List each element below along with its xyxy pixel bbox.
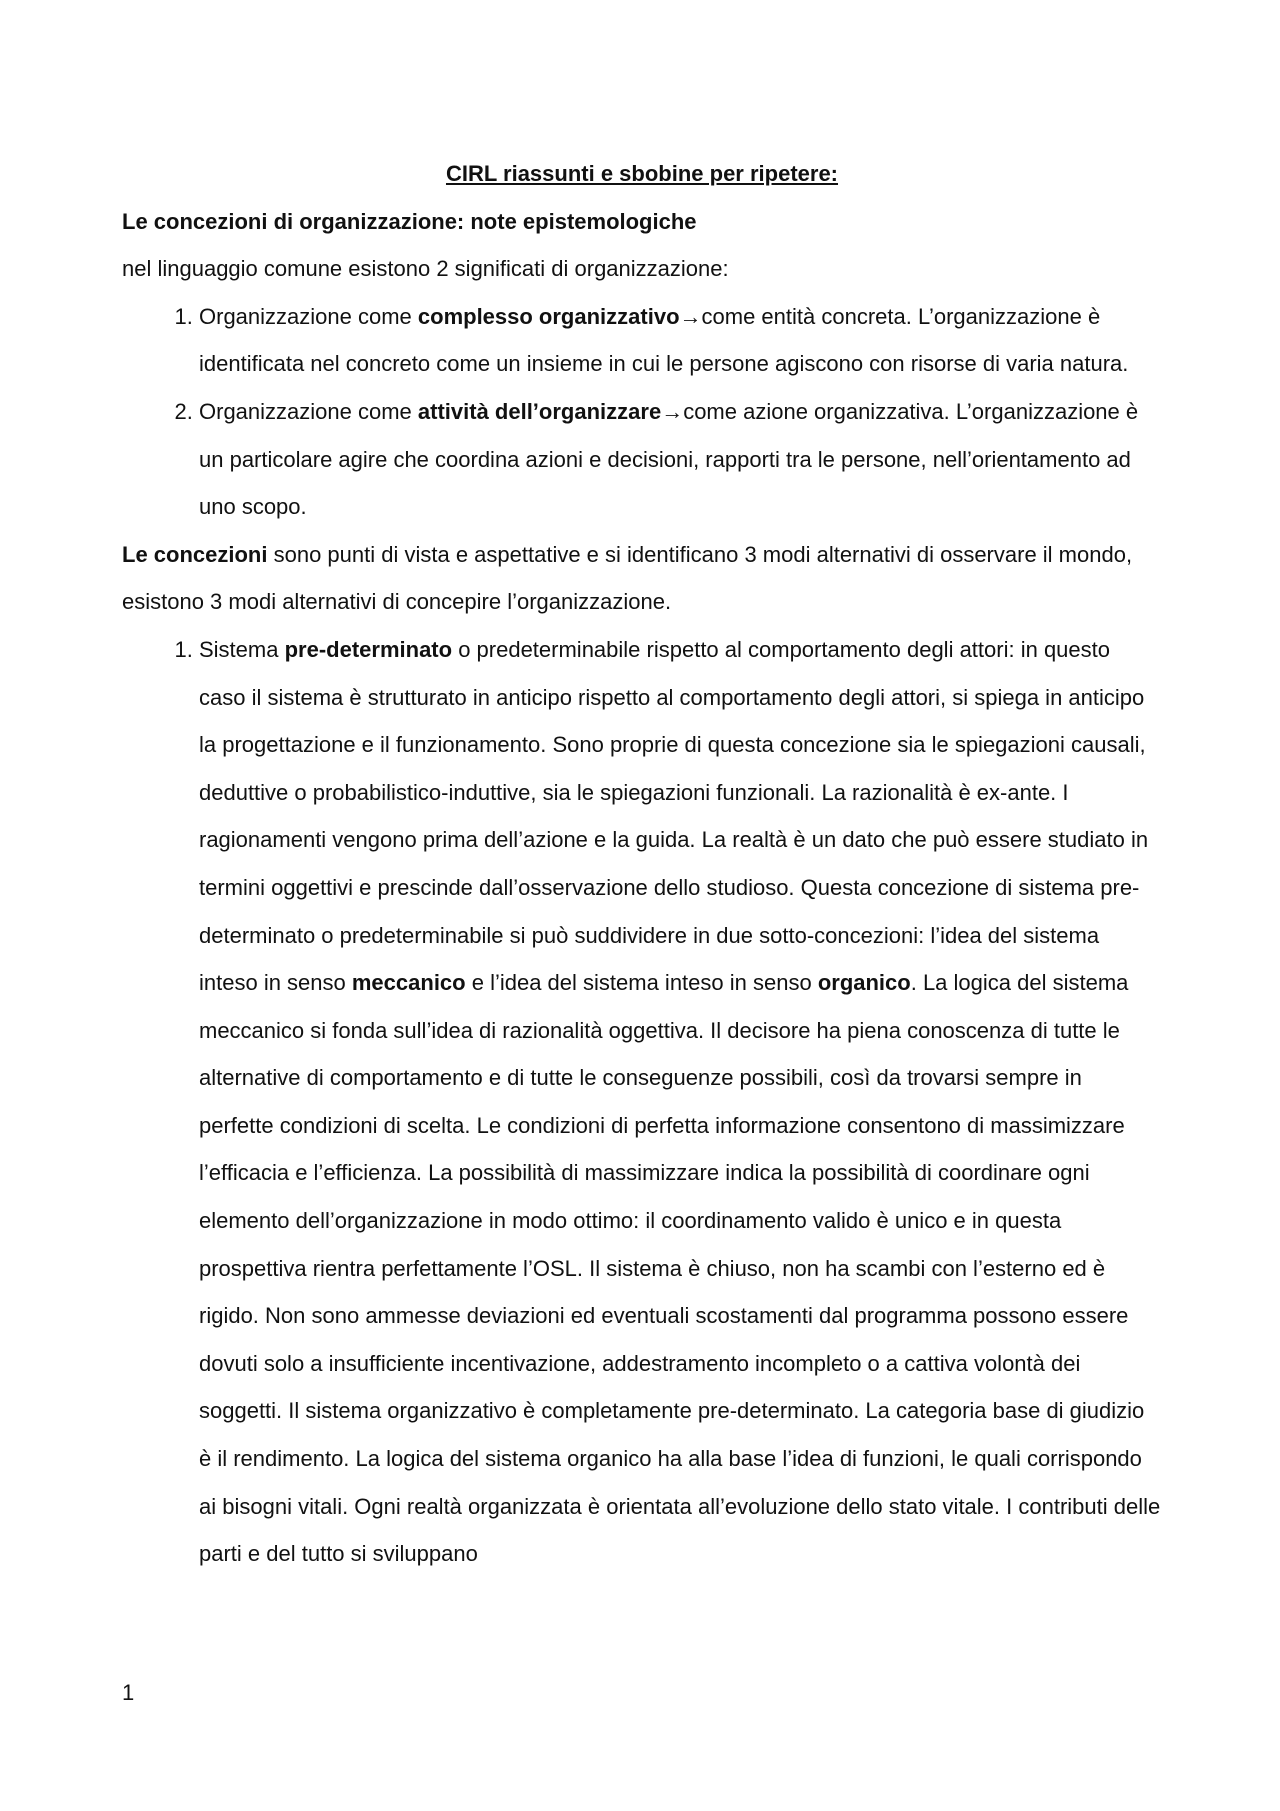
bold-term: Le concezioni bbox=[122, 541, 268, 567]
bold-term: meccanico bbox=[351, 970, 466, 996]
intro-paragraph: nel linguaggio comune esistono 2 significati di organizzazione: bbox=[122, 256, 729, 282]
arrow-icon: → bbox=[679, 303, 702, 329]
bold-term: complesso organizzativo bbox=[417, 303, 680, 329]
document-title: CIRL riassunti e sbobine per ripetere: bbox=[445, 161, 839, 186]
list-item: 1. Sistema pre-determinato o predeterminabile rispetto al comportamento degli attori: in questo caso il sistema è strutturato in anticipo rispetto al comportamento degli attori, si spiega in anticipo la progettazione e il funzionamento. Sono proprie di questa concezione sia le spiegazioni causali, deduttive o probabilistico-induttive, sia le spiegazioni funzionali. La razionalità è ex-ante. I ragionamenti vengono prima dell’azione e la guida. La realtà è un dato che può essere studiato in termini oggettivi e prescinde dall’osservazione dello studioso. Questa concezione di sistema pre-determinato o predeterminabile si può suddividere in due sotto-concezioni: l’idea del sistema inteso in senso meccanico e l’idea del sistema inteso in senso organico. La logica del sistema meccanico si fonda sull’idea di razionalità oggettiva. Il decisore ha piena conoscenza di tutte le alternative di comportamento e di tutte le conseguenze possibili, così da trovarsi sempre in perfette condizioni di scelta. Le condizioni di perfetta informazione consentono di massimizzare l’efficacia e l’efficienza. La possibilità di massimizzare indica la possibilità di coordinare ogni elemento dell’organizzazione in modo ottimo: il coordinamento valido è unico e in questa prospettiva rientra perfettamente l’OSL. Il sistema è chiuso, non ha scambi con l’esterno ed è rigido. Non sono ammesse deviazioni ed eventuali scostamenti dal programma possono essere dovuti solo a insufficiente incentivazione, addestramento incompleto o a cattiva volontà dei soggetti. Il sistema organizzativo è completamente pre-determinato. La categoria base di giudizio è il rendimento. La logica del sistema organico ha alla base l’idea di funzioni, le quali corrispondo ai bisogni vitali. Ogni realtà organizzata è orientata all’evoluzione dello stato vitale. I contributi delle parti e del tutto si sviluppano bbox=[199, 626, 1162, 1578]
bold-term: pre-determinato bbox=[284, 636, 453, 662]
section-heading: Le concezioni di organizzazione: note epistemologiche bbox=[122, 208, 697, 234]
meanings-list bbox=[122, 293, 1162, 531]
document-page bbox=[122, 150, 1162, 1578]
page-number: 1 bbox=[122, 1680, 135, 1705]
concezioni-paragraph: Le concezioni sono punti di vista e aspettative e si identificano 3 modi alternativi di osservare il mondo, esistono 3 modi alternativi di concepire l’organizzazione. bbox=[122, 541, 1133, 615]
concezioni-list bbox=[122, 626, 1162, 1578]
list-item: 2. Organizzazione come attività dell’organizzare→come azione organizzativa. L’organizzazione è un particolare agire che coordina azioni e decisioni, rapporti tra le persone, nell’orientamento ad uno scopo. bbox=[199, 388, 1162, 531]
bold-term: organico bbox=[817, 970, 911, 996]
list-item: 1. Organizzazione come complesso organizzativo→come entità concreta. L’organizzazione è identificata nel concreto come un insieme in cui le persone agiscono con risorse di varia natura. bbox=[199, 293, 1162, 388]
bold-term: attività dell’organizzare bbox=[417, 398, 662, 424]
arrow-icon: → bbox=[661, 398, 684, 424]
